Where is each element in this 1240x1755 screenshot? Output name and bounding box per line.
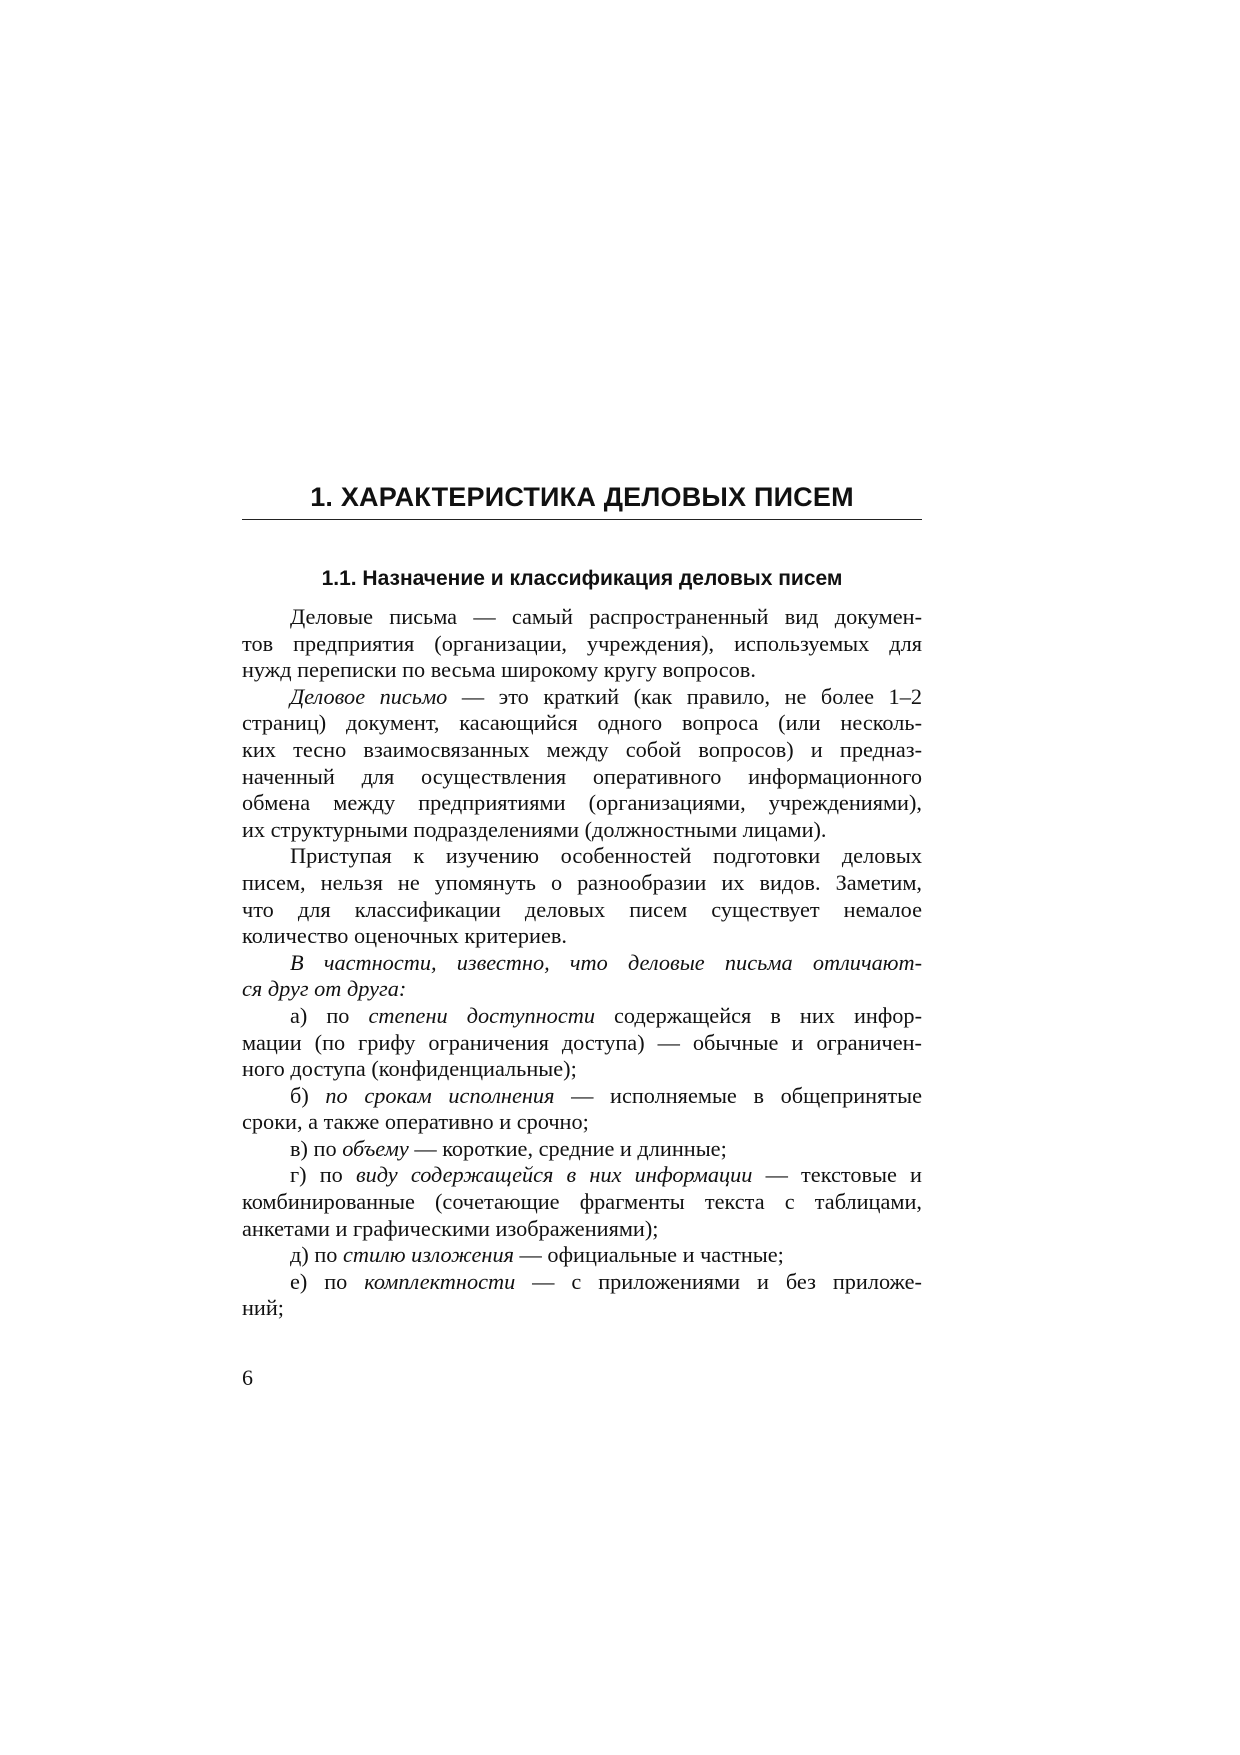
list-item-e-rest: — с приложениями и без приложе-	[515, 1268, 922, 1294]
body-text	[242, 604, 922, 1322]
paragraph-2-line-6: их структурными подразделениями (должностными лицами).	[242, 816, 827, 842]
list-item-e-term: комплектности	[364, 1268, 516, 1294]
paragraph-3-line-2: писем, нельзя не упомянуть о разнообразии их видов. Заметим,	[242, 869, 922, 895]
page-number: 6	[242, 1365, 253, 1390]
paragraph-3-line-4: количество оценочных критериев.	[242, 923, 567, 949]
list-item-b-line-2: сроки, а также оперативно и срочно;	[242, 1109, 589, 1135]
paragraph-2-line-3: ких тесно взаимосвязанных между собой вопросов) и предназ-	[242, 736, 922, 762]
list-item-a-rest: содержащейся в них инфор-	[594, 1002, 922, 1028]
list-item-g-rest: — текстовые и	[752, 1162, 922, 1188]
list-item-v-term: объему	[342, 1135, 409, 1161]
paragraph-4-line-2	[242, 976, 922, 1003]
list-item-d-prefix: д) по	[290, 1242, 343, 1268]
list-item-g-line-2: комбинированные (сочетающие фрагменты текста с таблицами,	[242, 1189, 922, 1215]
list-item-a-prefix: а) по	[290, 1002, 369, 1028]
paragraph-2-line-1-rest: — это краткий (как правило, не более 1–2	[447, 683, 922, 709]
list-item-g-term: виду содержащейся в них информации	[355, 1162, 753, 1188]
paragraph-1-line-1: Деловые письма — самый распространенный вид докумен-	[290, 604, 922, 629]
list-item-b-prefix: б)	[290, 1082, 326, 1108]
paragraph-2-line-1	[242, 684, 922, 711]
paragraph-3-line-1: Приступая к изучению особенностей подготовки деловых	[290, 843, 922, 869]
chapter-title: 1. ХАРАКТЕРИСТИКА ДЕЛОВЫХ ПИСЕМ	[310, 482, 854, 512]
list-item-a-line-3: ного доступа (конфиденциальные);	[242, 1056, 577, 1082]
paragraph-2-line-4: наченный для осуществления оперативного информационного	[242, 763, 922, 789]
list-item-b-rest: — исполняемые в общепринятые	[554, 1082, 922, 1108]
paragraph-4-line-1-text: В частности, известно, что деловые письма отличают-	[290, 949, 922, 975]
list-item-v-prefix: в) по	[290, 1135, 343, 1161]
paragraph-1-line-2: тов предприятия (организации, учреждения), используемых для	[242, 630, 922, 656]
list-item-g-line-3: анкетами и графическими изображениями);	[242, 1215, 659, 1241]
list-item-a-line-1	[242, 1003, 922, 1030]
paragraph-2-line-2: страниц) документ, касающийся одного вопроса (или несколь-	[242, 710, 922, 736]
list-item-d-rest: — официальные и частные;	[513, 1242, 784, 1268]
list-item-b-term: по срокам исполнения	[325, 1082, 555, 1108]
paragraph-4-line-2-text: ся друг от друга:	[242, 976, 407, 1002]
list-item-a-term: степени доступности	[368, 1002, 595, 1028]
list-item-d-term: стилю изложения	[343, 1242, 514, 1268]
list-item-e-line-2: ний;	[242, 1295, 284, 1321]
list-item-v-rest: — короткие, средние и длинные;	[408, 1135, 727, 1161]
section-title: 1.1. Назначение и классификация деловых писем	[321, 567, 843, 590]
chapter-title-rule	[242, 519, 922, 520]
list-item-v-line-1	[242, 1136, 922, 1163]
paragraph-4-line-1	[242, 950, 922, 977]
paragraph-3-line-3: что для классификации деловых писем существует немалое	[242, 896, 922, 922]
list-item-g-line-1	[242, 1162, 922, 1189]
list-item-e-line-1	[242, 1269, 922, 1296]
paragraph-1-line-3: нужд переписки по весьма широкому кругу вопросов.	[242, 657, 756, 683]
list-item-d-line-1	[242, 1242, 922, 1269]
list-item-g-prefix: г) по	[290, 1162, 356, 1188]
paragraph-2-line-5: обмена между предприятиями (организациями, учреждениями),	[242, 790, 922, 816]
list-item-b-line-1	[242, 1083, 922, 1110]
list-item-e-prefix: е) по	[290, 1268, 365, 1294]
list-item-a-line-2: мации (по грифу ограничения доступа) — обычные и ограничен-	[242, 1029, 922, 1055]
term-business-letter: Деловое письмо	[290, 683, 448, 709]
